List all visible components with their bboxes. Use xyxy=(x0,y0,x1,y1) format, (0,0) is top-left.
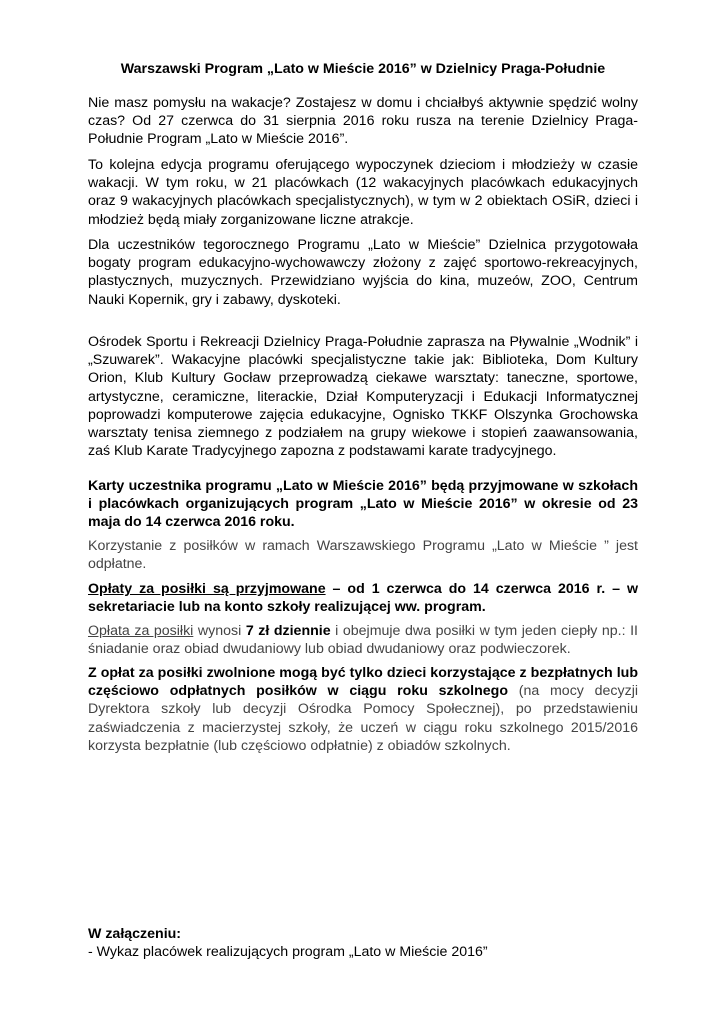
paragraph-registration-cards: Karty uczestnika programu „Lato w Mieście 2016” będą przyjmowane w szkołach i placówkach organizujących program „Lato w Mieście 2016” w okresie od 23 maja do 14 czerwca 2016 roku. xyxy=(88,478,638,531)
attachment-item: - Wykaz placówek realizujących program „Lato w Mieście 2016” xyxy=(88,944,488,960)
paragraph-intro: Nie masz pomysłu na wakacje? Zostajesz w domu i chciałbyś aktywnie spędzić wolny czas? Od 27 czerwca do 31 sierpnia 2016 roku rusza na terenie Dzielnicy Praga-Południe Program „Lato w Mieście 2016”. xyxy=(88,95,638,148)
paragraph-meals-paid: Korzystanie z posiłków w ramach Warszawskiego Programu „Lato w Mieście ” jest odpłatne. xyxy=(88,538,638,573)
document-title: Warszawski Program „Lato w Mieście 2016” w Dzielnicy Praga-Południe xyxy=(120,61,606,77)
paragraph-edition: To kolejna edycja programu oferującego wypoczynek dzieciom i młodzieży w czasie wakacji. W tym roku, w 21 placówkach (12 wakacyjnych placówkach edukacyjnych oraz 9 wakacyjnych placówkach specjalistycznych), w tym w 2 obiektach OSiR, dzieci i młodzież będą miały zorganizowane liczne atrakcje. xyxy=(88,157,638,228)
paragraph-program: Dla uczestników tegorocznego Programu „Lato w Mieście” Dzielnica przygotowała bogaty program edukacyjno-wychowawczy złożony z zajęć sportowo-rekreacyjnych, plastycznych, muzycznych. Przewidziano wyjścia do kina, muzeów, ZOO, Centrum Nauki Kopernik, gry i zabawy, dyskoteki. xyxy=(88,237,638,308)
meal-price-underlined: Opłata za posiłki xyxy=(88,623,194,639)
paragraph-meal-price xyxy=(88,622,638,658)
exemptions-rest: (na mocy decyzji Dyrektora szkoły lub decyzji Ośrodka Pomocy Społecznej), po przedstawieniu zaświadczenia z macierzystej szkoły, że uczeń w ciągu roku szkolnego 2015/2016 korzysta bezpłatnie (lub częściowo odpłatnie) z obiadów szkolnych. xyxy=(88,683,638,754)
payments-rest: – od 1 czerwca do 14 czerwca 2016 r. – w sekretariacie lub na konto szkoły realizującej ww. program. xyxy=(88,581,639,616)
paragraph-payments xyxy=(88,580,638,616)
meal-price-rest: i obejmuje dwa posiłki w tym jeden ciepły np.: II śniadanie oraz obiad dwudaniowy lub obiad dwudaniowy oraz podwieczorek. xyxy=(88,623,638,658)
exemptions-bold: Z opłat za posiłki zwolnione mogą być tylko dzieci korzystające z bezpłatnych lub częściowo odpłatnych posiłków w ciągu roku szkolnego xyxy=(88,665,638,700)
meal-price-bold: 7 zł dziennie xyxy=(245,623,331,639)
paragraph-osir: Ośrodek Sportu i Rekreacji Dzielnicy Praga-Południe zaprasza na Pływalnie „Wodnik” i „Szuwarek”. Wakacyjne placówki specjalistyczne takie jak: Biblioteka, Dom Kultury Orion, Klub Kultury Gocław przeprowadzą ciekawe warsztaty: taneczne, sportowe, artystyczne, ceramiczne, literackie, Dział Komputeryzacji i Edukacji Informatycznej poprowadzi komputerowe zajęcia edukacyjne, Ognisko TKKF Olszynka Grochowska warsztaty tenisa ziemnego z podziałem na grupy wiekowe i stopień zaawansowania, zaś Klub Karate Tradycyjnego zapozna z podstawami karate tradycyjnego. xyxy=(88,334,638,460)
paragraph-exemptions xyxy=(88,664,638,755)
attachment-heading: W załączeniu: xyxy=(88,926,182,942)
meal-price-mid: wynosi xyxy=(193,623,246,639)
payments-underlined: Opłaty za posiłki są przyjmowane xyxy=(88,581,326,597)
